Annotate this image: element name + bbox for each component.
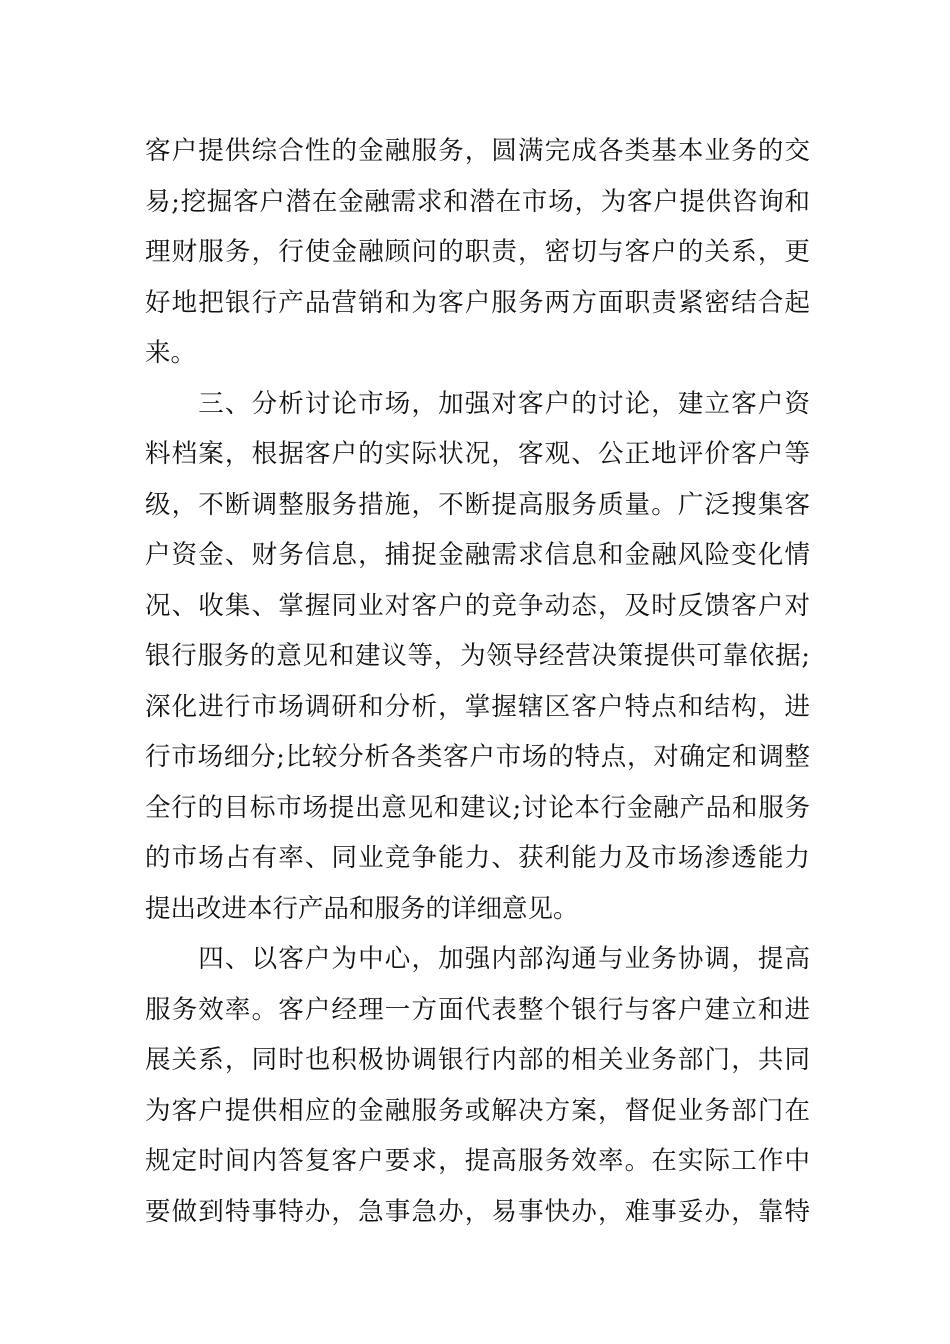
text-line: 四、以客户为中心，加强内部沟通与业务协调，提高 — [145, 944, 810, 974]
text-line: 服务效率。客户经理一方面代表整个银行与客户建立和进 — [145, 994, 810, 1025]
text-line: 要做到特事特办，急事急办，易事快办，难事妥办，靠特 — [145, 1196, 810, 1227]
text-line: 易;挖掘客户潜在金融需求和潜在市场，为客户提供咨询和 — [145, 186, 810, 217]
text-line: 来。 — [145, 338, 197, 368]
text-line: 好地把银行产品营销和为客户服务两方面职责紧密结合起 — [145, 287, 810, 318]
text-line: 提出改进本行产品和服务的详细意见。 — [145, 893, 579, 924]
text-line: 银行服务的意见和建议等，为领导经营决策提供可靠依据; — [145, 641, 810, 671]
text-line: 级，不断调整服务措施，不断提高服务质量。广泛搜集客 — [145, 489, 810, 520]
text-line: 展关系，同时也积极协调银行内部的相关业务部门，共同 — [145, 1045, 810, 1075]
text-line: 行市场细分;比较分析各类客户市场的特点，对确定和调整 — [145, 742, 810, 772]
text-line: 三、分析讨论市场，加强对客户的讨论，建立客户资 — [145, 388, 810, 419]
text-line: 为客户提供相应的金融服务或解决方案，督促业务部门在 — [145, 1095, 810, 1126]
text-line: 料档案，根据客户的实际状况，客观、公正地评价客户等 — [145, 439, 810, 469]
text-line: 理财服务，行使金融顾问的职责，密切与客户的关系，更 — [145, 237, 810, 267]
text-line: 户资金、财务信息，捕捉金融需求信息和金融风险变化情 — [145, 540, 810, 570]
text-line: 客户提供综合性的金融服务，圆满完成各类基本业务的交 — [145, 136, 810, 166]
text-line: 全行的目标市场提出意见和建议;讨论本行金融产品和服务 — [145, 792, 810, 823]
text-line: 况、收集、掌握同业对客户的竞争动态，及时反馈客户对 — [145, 590, 810, 621]
text-line: 深化进行市场调研和分析，掌握辖区客户特点和结构，进 — [145, 691, 810, 722]
text-line: 规定时间内答复客户要求，提高服务效率。在实际工作中 — [145, 1146, 810, 1176]
body-text — [145, 126, 810, 1237]
text-line: 的市场占有率、同业竞争能力、获利能力及市场渗透能力 — [145, 843, 810, 873]
